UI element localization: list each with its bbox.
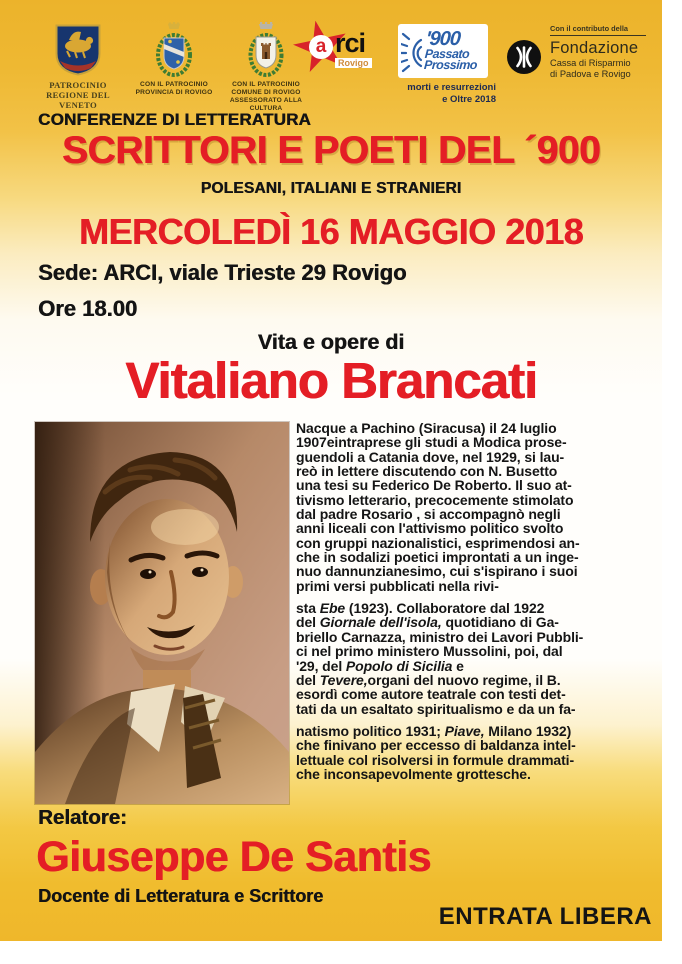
novecento-box bbox=[398, 24, 488, 78]
poster-subtitle: POLESANI, ITALIANI E STRANIERI bbox=[200, 180, 462, 197]
free-entry-label: ENTRATA LIBERA bbox=[438, 903, 652, 930]
arci-letter-a: a bbox=[309, 35, 333, 59]
series-kicker: CONFERENZE DI LETTERATURA bbox=[38, 110, 311, 129]
bio-line: tivismo letterario, precocemente stimolato bbox=[296, 491, 574, 508]
bio-line: dal padre Rosario , si accompagnò negli bbox=[296, 506, 561, 523]
bio-line: briello Carnazza, ministro dei Lavori Pubbli- bbox=[296, 628, 584, 645]
veneto-patronage-logo bbox=[30, 24, 126, 110]
bio-line: esordì come autore teatrale con testi det- bbox=[296, 686, 566, 703]
bio-line: primi versi pubblicati nella rivi- bbox=[296, 577, 499, 594]
speaker-label: Relatore: bbox=[38, 806, 127, 829]
bio-line: del Tevere,organi del nuovo regime, il B. bbox=[296, 671, 561, 688]
bio-line: anni liceali con l'attivismo politico svolto bbox=[296, 520, 564, 537]
bio-line: sta Ebe (1923). Collaboratore dal 1922 bbox=[296, 600, 545, 617]
bio-line: che in sodalizi poetici improntati a un inge- bbox=[296, 549, 579, 566]
fondazione-logo bbox=[506, 24, 660, 79]
fondazione-sub-1: Cassa di Risparmio bbox=[550, 58, 631, 68]
fondazione-sub-2: di Padova e Rovigo bbox=[550, 68, 631, 79]
comune-caption-2: COMUNE DI ROVIGO bbox=[231, 89, 301, 96]
poster-title: SCRITTORI E POETI DEL ´900 bbox=[61, 129, 601, 172]
novecento-900: '900 bbox=[425, 28, 461, 51]
author-name: Vitaliano Brancati bbox=[125, 352, 537, 409]
bio-line: guendoli a Catania dove, nel 1929, si lau- bbox=[296, 448, 565, 465]
veneto-crest-icon bbox=[55, 24, 101, 76]
speaker-name: Giuseppe De Santis bbox=[36, 833, 431, 881]
bio-line: natismo politico 1931; Piave, Milano 1932) bbox=[296, 722, 572, 739]
bio-line: con gruppi nazionalistici, esprimendosi an- bbox=[296, 534, 580, 551]
author-portrait-photo bbox=[35, 422, 289, 804]
provincia-caption-1: CON IL PATROCINIO bbox=[140, 81, 208, 88]
novecento-sub-1: morti e resurrezioni bbox=[407, 82, 496, 93]
bio-line: lettuale col risolversi in formule drammati- bbox=[296, 751, 575, 768]
speaker-role: Docente di Letteratura e Scrittore bbox=[38, 886, 324, 906]
bio-line: 1907eintraprese gli studi a Modica prose- bbox=[296, 434, 567, 451]
sunburst-icon bbox=[401, 28, 423, 74]
novecento-logo bbox=[398, 24, 498, 105]
novecento-prossimo: Prossimo bbox=[423, 57, 478, 72]
comune-caption-1: CON IL PATROCINIO bbox=[232, 81, 300, 88]
bio-line: reò in lettere discutendo con N. Busetto bbox=[296, 463, 558, 480]
event-venue: Sede: ARCI, viale Trieste 29 Rovigo bbox=[38, 260, 407, 285]
provincia-caption-2: PROVINCIA DI ROVIGO bbox=[135, 89, 213, 96]
bio-text bbox=[296, 421, 662, 789]
event-time: Ore 18.00 bbox=[38, 296, 138, 321]
comune-crest-icon bbox=[247, 22, 285, 78]
bio-line: nuo dannunzianesimo, cui s'ispirano i suoi bbox=[296, 563, 578, 580]
provincia-crest-icon bbox=[154, 22, 194, 78]
arci-city-label: Rovigo bbox=[335, 58, 372, 68]
fondazione-name: Fondazione bbox=[550, 39, 639, 57]
bio-line: che inconsapevolmente grottesche. bbox=[296, 765, 531, 782]
arci-letters-rci: rci bbox=[335, 28, 366, 58]
fondazione-mark-icon bbox=[506, 39, 542, 75]
bio-line: Nacque a Pachino (Siracusa) il 24 luglio bbox=[296, 420, 557, 436]
fondazione-pre-text: Con il contributo della bbox=[550, 24, 646, 36]
novecento-sub-2: e Oltre 2018 bbox=[442, 93, 496, 105]
veneto-caption-2: REGIONE DEL VENETO bbox=[46, 90, 110, 110]
bio-paragraph bbox=[296, 601, 662, 716]
bio-line: una tesi su Federico De Roberto. Il suo at- bbox=[296, 477, 572, 494]
arci-logo bbox=[293, 20, 385, 86]
lead-in: Vita e opere di bbox=[257, 330, 405, 354]
bio-line: tati da un esaltato spiritualismo e da un fa- bbox=[296, 700, 576, 717]
bio-paragraph bbox=[296, 724, 662, 781]
novecento-passato: Passato bbox=[424, 46, 470, 61]
bio-paragraph bbox=[296, 421, 662, 593]
bio-line: del Giornale dell'isola, quotidiano di Ga- bbox=[296, 614, 559, 631]
bio-line: che finivano per eccesso di baldanza intel- bbox=[296, 737, 576, 754]
provincia-patronage-logo bbox=[126, 22, 222, 97]
veneto-caption-1: PATROCINIO bbox=[49, 80, 107, 90]
comune-caption-3: ASSESSORATO ALLA CULTURA bbox=[229, 97, 303, 112]
event-date: MERCOLEDÌ 16 MAGGIO 2018 bbox=[78, 211, 584, 252]
bio-line: ci nel primo ministero Mussolini, poi, dal bbox=[296, 643, 563, 660]
bio-line: '29, del Popolo di Sicilia e bbox=[296, 657, 464, 674]
